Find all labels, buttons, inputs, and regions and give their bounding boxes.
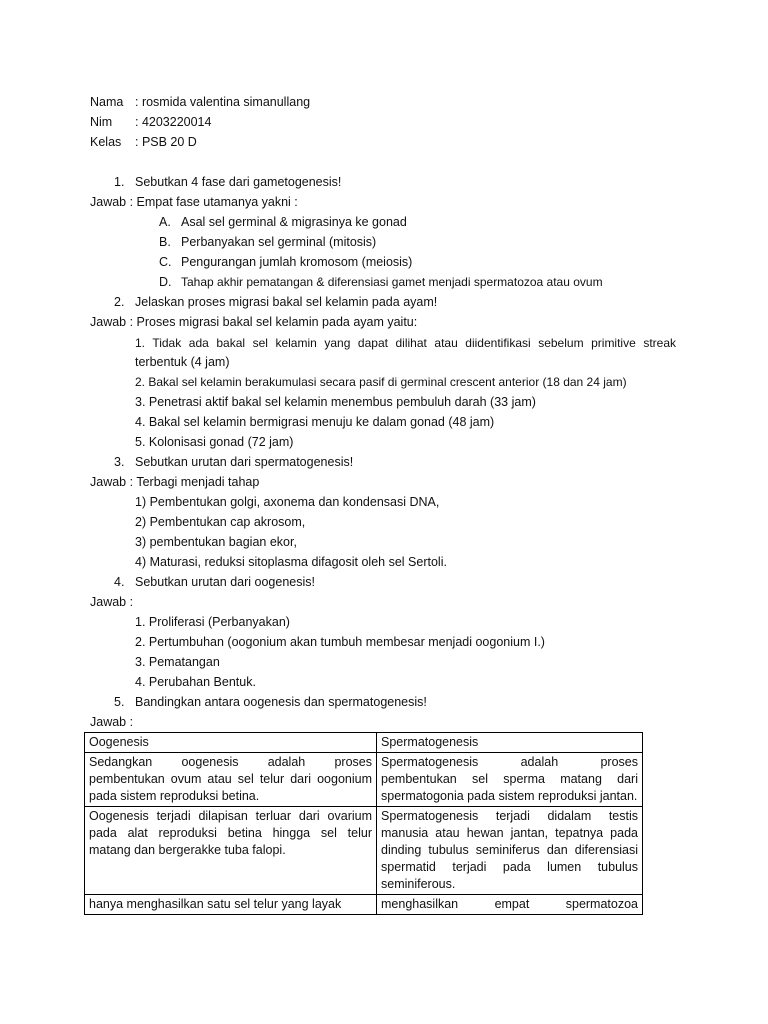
table-cell-oogenesis-location: Oogenesis terjadi dilapisan terluar dari ovarium pada alat reproduksi betina hingga sel telur matang dan bergerakke tuba falopi. (85, 807, 377, 895)
table-cell-oogenesis-result: hanya menghasilkan satu sel telur yang layak (85, 895, 377, 915)
answer-4-intro: Jawab : (90, 595, 134, 609)
question-5-number: 5. (114, 695, 125, 709)
table-cell-spermatogenesis-definition: Spermatogenesis adalah proses pembentukan sel sperma matang dari spermatogonia pada sistem reproduksi jantan. (377, 753, 643, 807)
answer-1-item-a: Asal sel germinal & migrasinya ke gonad (181, 215, 407, 229)
answer-2-item-5: 5. Kolonisasi gonad (72 jam) (135, 435, 294, 449)
nim-label: Nim (90, 115, 113, 129)
table-cell-spermatogenesis-location: Spermatogenesis terjadi didalam testis manusia atau hewan jantan, tepatnya pada dinding tubulus seminiferus dan diferensiasi spermatid terjadi pada lumen tubulus seminiferous. (377, 807, 643, 895)
answer-5-intro: Jawab : (90, 715, 134, 729)
question-1-text: Sebutkan 4 fase dari gametogenesis! (135, 175, 342, 189)
answer-3-item-4: 4) Maturasi, reduksi sitoplasma difagosit oleh sel Sertoli. (135, 555, 447, 569)
nim-line (90, 112, 211, 132)
kelas-value: : PSB 20 D (135, 135, 197, 149)
kelas-label: Kelas (90, 135, 122, 149)
answer-4-item-1: 1. Proliferasi (Perbanyakan) (135, 615, 290, 629)
question-2-text: Jelaskan proses migrasi bakal sel kelamin pada ayam! (135, 295, 438, 309)
answer-2-item-4: 4. Bakal sel kelamin bermigrasi menuju ke dalam gonad (48 jam) (135, 415, 495, 429)
table-row (85, 895, 643, 915)
nama-label: Nama (90, 95, 124, 109)
table-header-row (85, 733, 643, 753)
nim-value: : 4203220014 (135, 115, 212, 129)
question-4-number: 4. (114, 575, 125, 589)
answer-1-intro: Jawab : Empat fase utamanya yakni : (90, 195, 298, 209)
answer-2-item-1-line-2: terbentuk (4 jam) (135, 355, 230, 369)
answer-4-item-2: 2. Pertumbuhan (oogonium akan tumbuh membesar menjadi oogonium I.) (135, 635, 545, 649)
answer-3-item-2: 2) Pembentukan cap akrosom, (135, 515, 306, 529)
answer-1-letter-c: C. (159, 255, 172, 269)
answer-3-item-1: 1) Pembentukan golgi, axonema dan kondensasi DNA, (135, 495, 440, 509)
answer-4-item-3: 3. Pematangan (135, 655, 220, 669)
nama-value: : rosmida valentina simanullang (135, 95, 311, 109)
question-3-number: 3. (114, 455, 125, 469)
answer-2-intro: Jawab : Proses migrasi bakal sel kelamin pada ayam yaitu: (90, 315, 418, 329)
table-header-spermatogenesis: Spermatogenesis (377, 733, 643, 753)
nama-line (90, 92, 310, 112)
answer-1-letter-a: A. (159, 215, 171, 229)
table-cell-oogenesis-definition: Sedangkan oogenesis adalah proses pembentukan ovum atau sel telur dari oogonium pada sistem reproduksi betina. (85, 753, 377, 807)
table-row (85, 807, 643, 895)
table-cell-spermatogenesis-result: menghasilkan empat spermatozoa (377, 895, 643, 915)
question-4-text: Sebutkan urutan dari oogenesis! (135, 575, 315, 589)
question-3-text: Sebutkan urutan dari spermatogenesis! (135, 455, 354, 469)
answer-1-item-b: Perbanyakan sel germinal (mitosis) (181, 235, 377, 249)
answer-1-item-c: Pengurangan jumlah kromosom (meiosis) (181, 255, 413, 269)
table-header-oogenesis: Oogenesis (85, 733, 377, 753)
comparison-table (84, 732, 643, 915)
answer-1-letter-d: D. (159, 275, 172, 289)
answer-2-item-3: 3. Penetrasi aktif bakal sel kelamin menembus pembuluh darah (33 jam) (135, 395, 536, 409)
answer-3-intro: Jawab : Terbagi menjadi tahap (90, 475, 260, 489)
question-5-text: Bandingkan antara oogenesis dan spermatogenesis! (135, 695, 427, 709)
answer-2-item-1-line-1: 1. Tidak ada bakal sel kelamin yang dapat dilihat atau diidentifikasi sebelum primitive streak (135, 336, 676, 350)
answer-3-item-3: 3) pembentukan bagian ekor, (135, 535, 297, 549)
question-2-number: 2. (114, 295, 125, 309)
kelas-line (90, 132, 197, 152)
question-1-number: 1. (114, 175, 125, 189)
answer-2-item-2: 2. Bakal sel kelamin berakumulasi secara pasif di germinal crescent anterior (18 dan 24 jam) (135, 375, 627, 389)
answer-1-item-d: Tahap akhir pematangan & diferensiasi gamet menjadi spermatozoa atau ovum (181, 275, 603, 289)
answer-1-letter-b: B. (159, 235, 171, 249)
answer-4-item-4: 4. Perubahan Bentuk. (135, 675, 256, 689)
table-row (85, 753, 643, 807)
